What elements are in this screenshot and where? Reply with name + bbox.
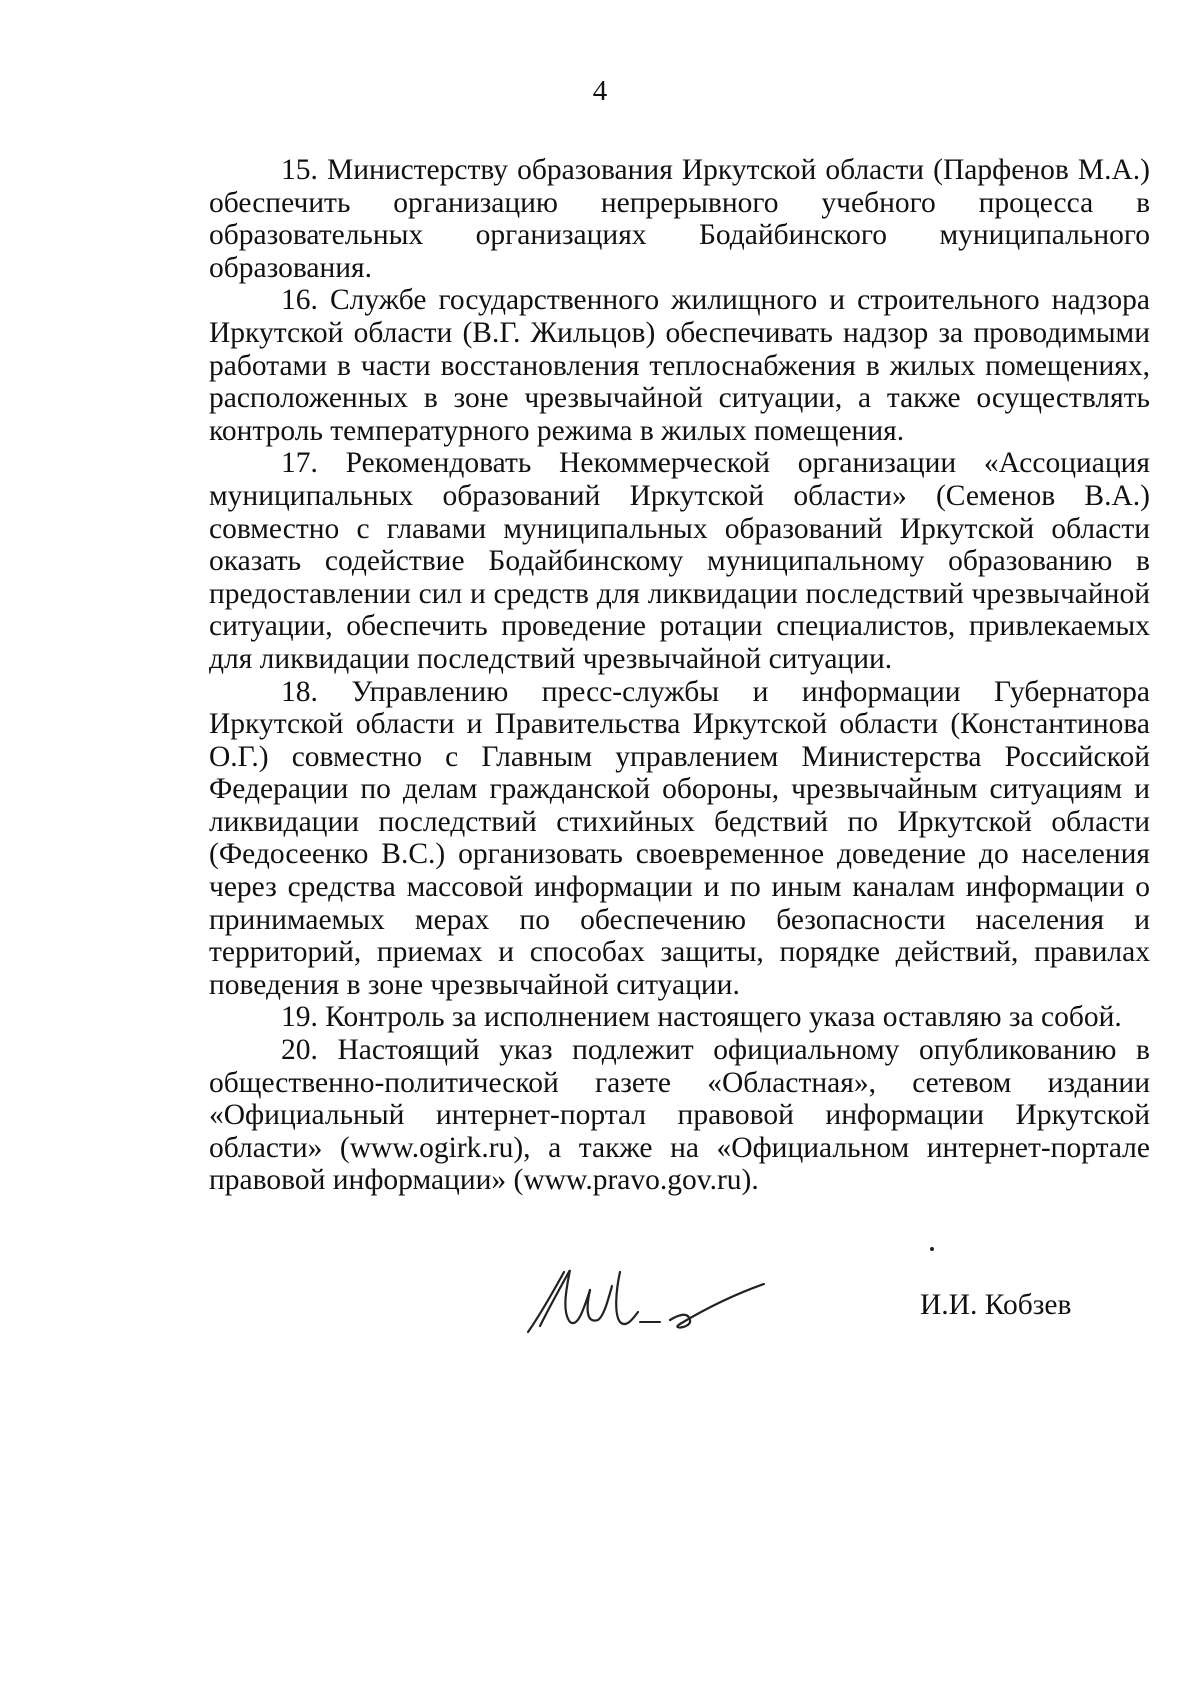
page-number: 4 [592, 75, 608, 107]
paragraph-16: 16. Службе государственного жилищного и строительного надзора Иркутской области (В.Г. Жильцов) обеспечивать надзор за проводимыми работами в части восстановления теплоснабжения в жилых помещениях, расположенных в зоне чрезвычайной ситуации, а также осуществлять контроль температурного режима в жилых помещения. [209, 284, 1150, 447]
paragraph-19: 19. Контроль за исполнением настоящего указа оставляю за собой. [281, 1001, 1122, 1034]
paragraph-18: 18. Управлению пресс-службы и информации Губернатора Иркутской области и Правительства Иркутской области (Константинова О.Г.) совместно с Главным управлением Министерства Российской Федерации по делам гражданской обороны, чрезвычайным ситуациям и ликвидации последствий стихийных бедствий по Иркутской области (Федосеенко В.С.) организовать своевременное доведение до населения через средства массовой информации и по иным каналам информации о принимаемых мерах по обеспечению безопасности населения и территорий, приемах и способах защиты, порядке действий, правилах поведения в зоне чрезвычайной ситуации. [209, 675, 1150, 1001]
signer-name: И.И. Кобзев [920, 1289, 1072, 1321]
paragraph-20: 20. Настоящий указ подлежит официальному опубликованию в общественно-политической газете «Областная», сетевом издании «Официальный интернет-портал правовой информации Иркутской области» (www.ogirk.ru), а также на «Официальном интернет-портале правовой информации» (www.pravo.gov.ru). [209, 1034, 1150, 1197]
handwritten-signature [520, 1250, 770, 1340]
paragraph-17: 17. Рекомендовать Некоммерческой организации «Ассоциация муниципальных образований Иркутской области» (Семенов В.А.) совместно с главами муниципальных образований Иркутской области оказать содействие Бодайбинскому муниципальному образованию в предоставлении сил и средств для ликвидации последствий чрезвычайной ситуации, обеспечить проведение ротации специалистов, привлекаемых для ликвидации последствий чрезвычайной ситуации. [209, 447, 1150, 675]
document-body [209, 154, 1150, 1197]
paragraph-15: 15. Министерству образования Иркутской области (Парфенов М.А.) обеспечить организацию непрерывного учебного процесса в образовательных организациях Бодайбинского муниципального образования. [209, 154, 1150, 284]
scan-mark [930, 1247, 934, 1251]
